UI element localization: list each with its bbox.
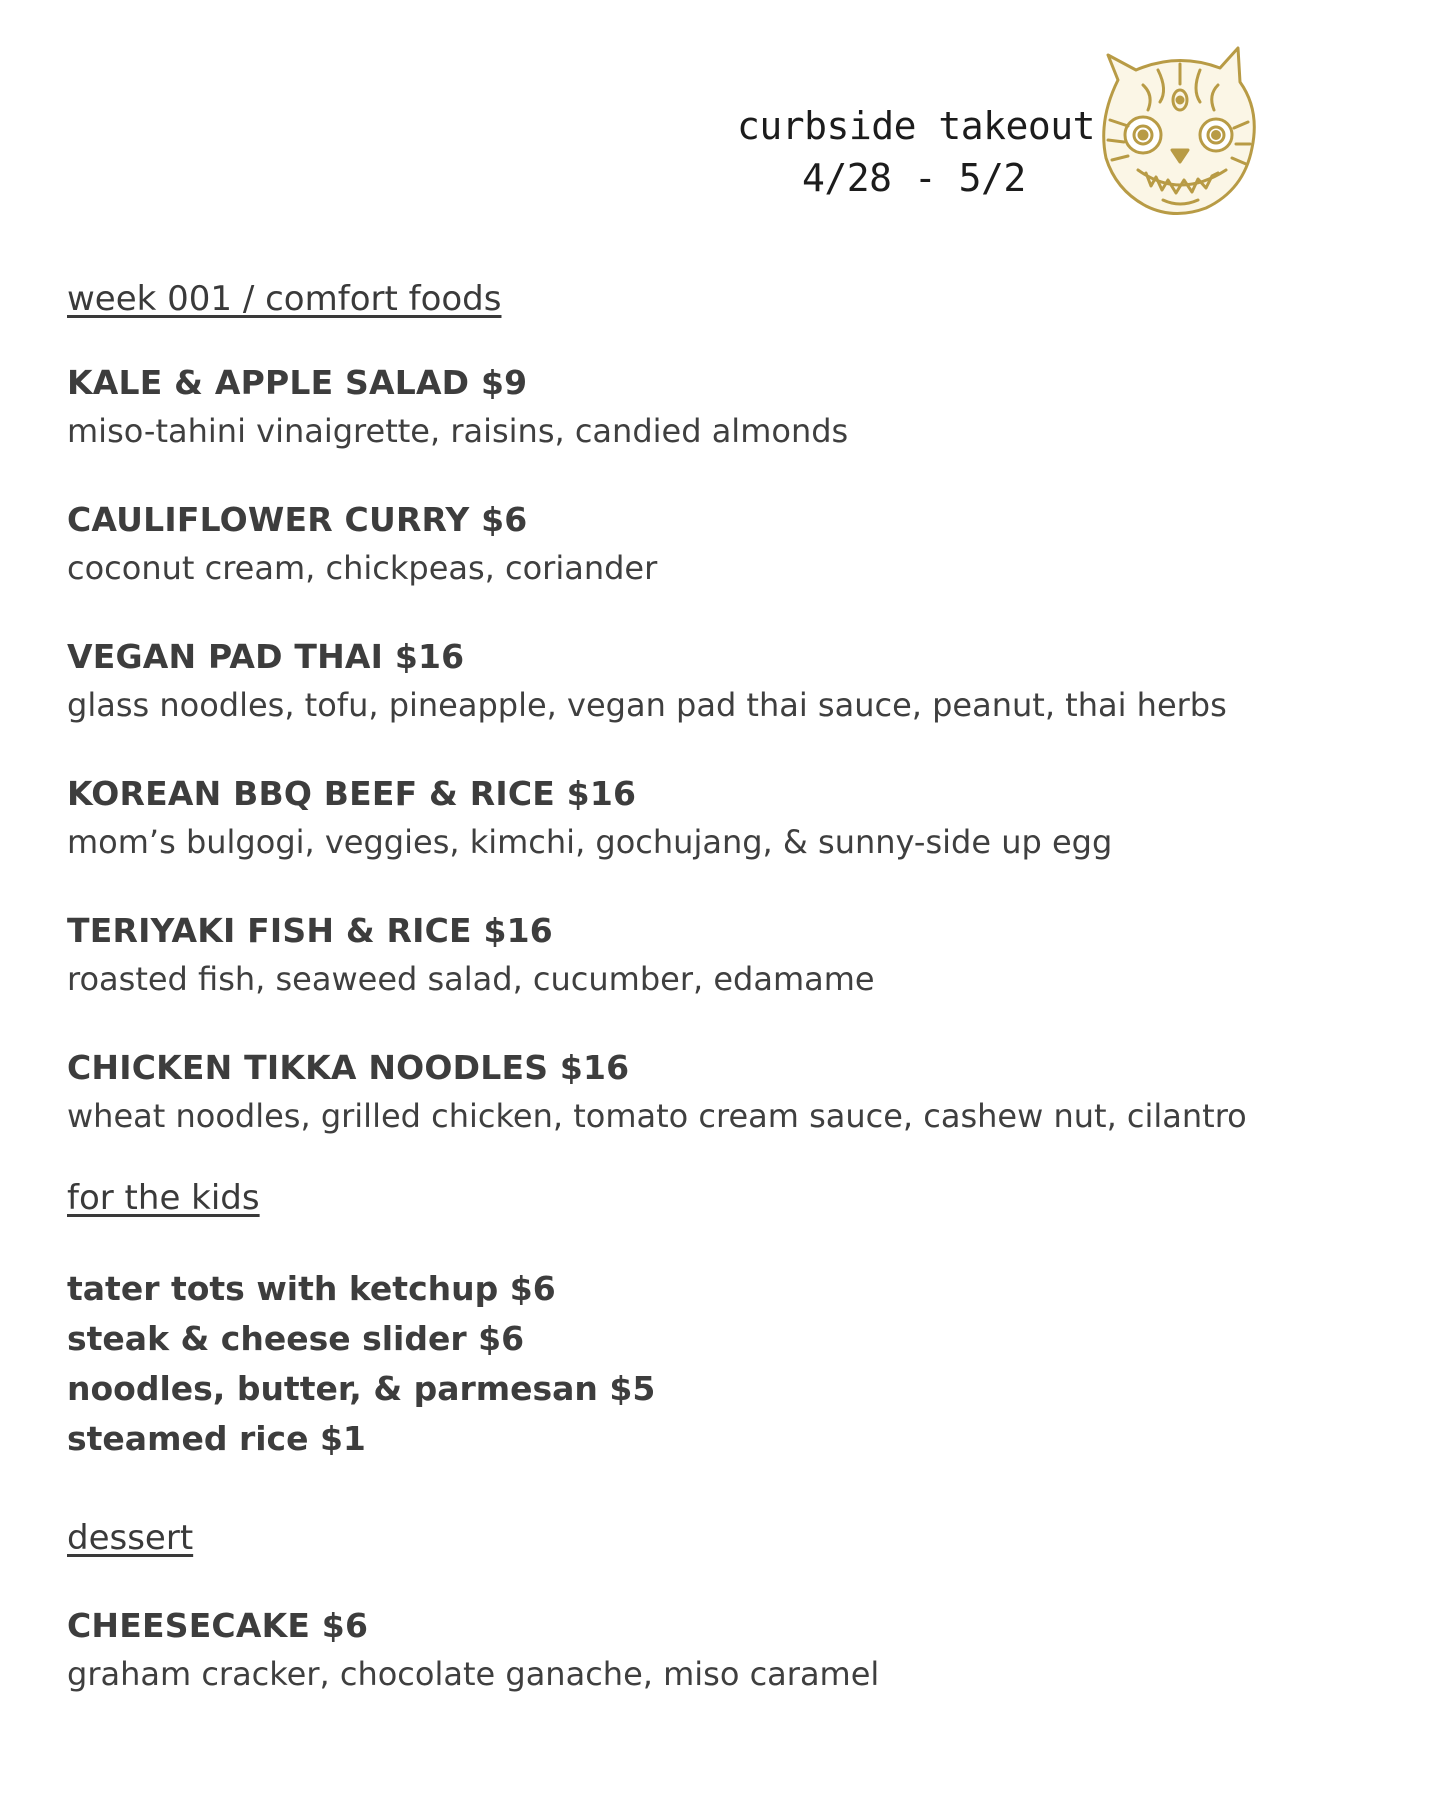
- menu-item: [67, 359, 1387, 455]
- tiger-face-icon: [1088, 40, 1268, 220]
- section-title-comfort-foods: week 001 / comfort foods: [67, 279, 502, 319]
- menu-item: [67, 1044, 1387, 1140]
- item-name: CHEESECAKE $6: [67, 1606, 369, 1645]
- kids-item: steak & cheese slider $6: [67, 1319, 525, 1358]
- menu-item: [67, 770, 1387, 866]
- item-description: graham cracker, chocolate ganache, miso caramel: [67, 1655, 880, 1693]
- kids-item: tater tots with ketchup $6: [67, 1269, 556, 1308]
- item-description: miso-tahini vinaigrette, raisins, candied almonds: [67, 412, 849, 450]
- item-name: KOREAN BBQ BEEF & RICE $16: [67, 774, 637, 813]
- menu-item: [67, 907, 1387, 1003]
- item-description: roasted fish, seaweed salad, cucumber, edamame: [67, 960, 875, 998]
- kids-menu-list: [67, 1264, 1387, 1464]
- menu-item: [67, 1602, 1387, 1698]
- item-name: CAULIFLOWER CURRY $6: [67, 500, 528, 539]
- item-description: glass noodles, tofu, pineapple, vegan pad thai sauce, peanut, thai herbs: [67, 686, 1227, 724]
- menu-body: [67, 275, 1387, 1739]
- header-dates: 4/28 - 5/2: [802, 156, 1026, 200]
- item-description: mom’s bulgogi, veggies, kimchi, gochujang, & sunny-side up egg: [67, 823, 1113, 861]
- header-title: curbside takeout: [737, 104, 1096, 148]
- menu-item: [67, 633, 1387, 729]
- kids-item: steamed rice $1: [67, 1419, 366, 1458]
- item-name: TERIYAKI FISH & RICE $16: [67, 911, 553, 950]
- item-name: VEGAN PAD THAI $16: [67, 637, 465, 676]
- kids-item: noodles, butter, & parmesan $5: [67, 1369, 656, 1408]
- section-title-dessert: dessert: [67, 1518, 194, 1558]
- item-name: CHICKEN TIKKA NOODLES $16: [67, 1048, 630, 1087]
- menu-item: [67, 496, 1387, 592]
- section-title-kids: for the kids: [67, 1178, 260, 1218]
- item-description: coconut cream, chickpeas, coriander: [67, 549, 658, 587]
- item-name: KALE & APPLE SALAD $9: [67, 363, 528, 402]
- item-description: wheat noodles, grilled chicken, tomato cream sauce, cashew nut, cilantro: [67, 1097, 1247, 1135]
- menu-header: [700, 100, 1100, 204]
